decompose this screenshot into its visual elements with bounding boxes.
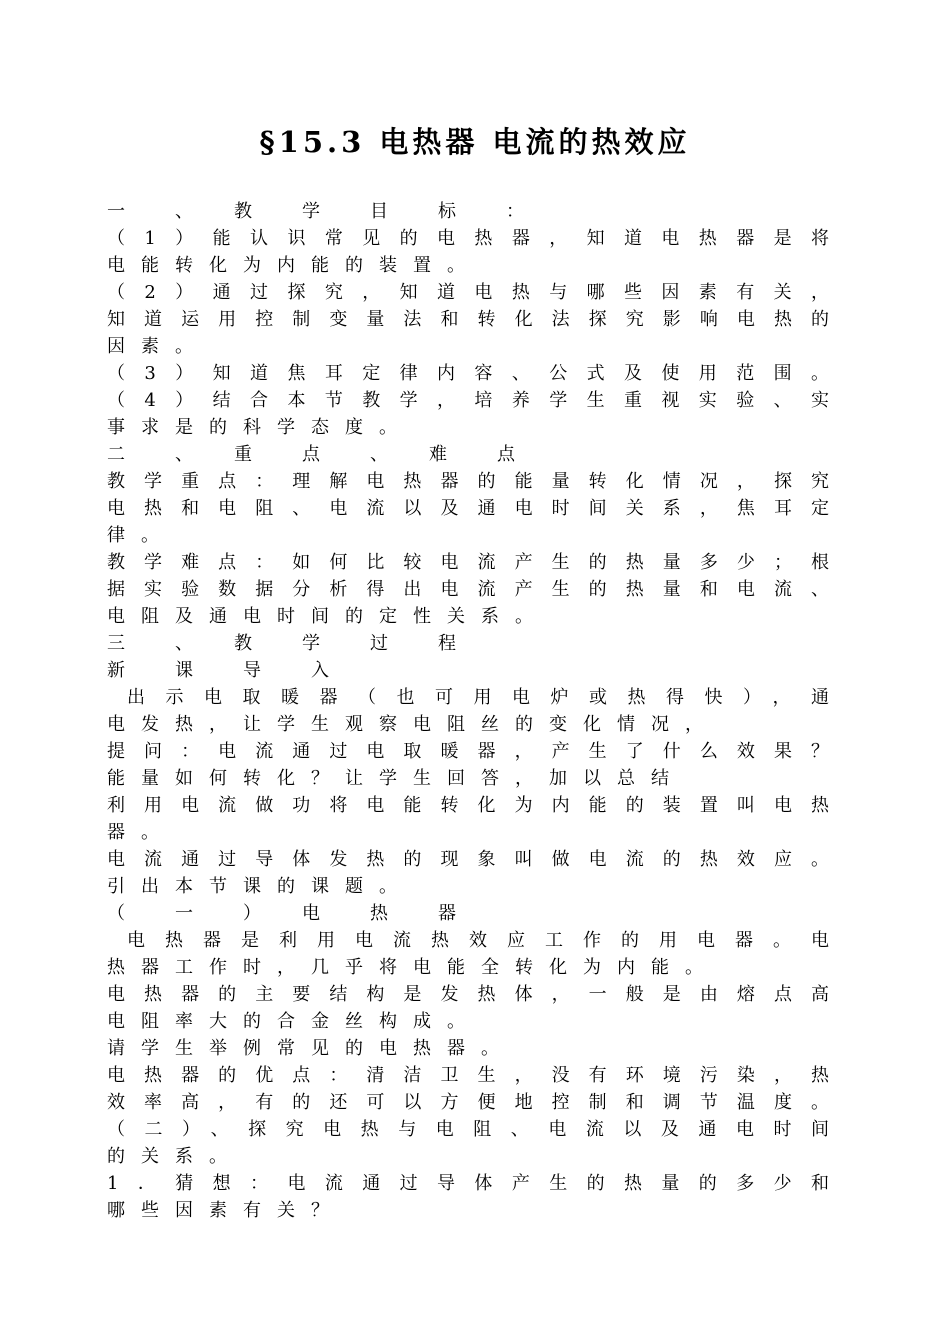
section-heading: 二 、 重 点 、 难 点 [107,444,531,465]
text-line: 事求是的科学态度。 [107,417,413,438]
text-line: 电热和电阻、电流以及通电时间关系，焦耳定 [107,498,829,519]
text-line: 提问：电流通过电取暖器，产生了什么效果？ [107,741,829,762]
text-line: 器。 [107,822,175,843]
subsection-heading: 新 课 导 入 [107,660,345,681]
text-line: 热器工作时，几乎将电能全转化为内能。 [107,957,719,978]
text-line: 电热器的主要结构是发热体，一般是由熔点高 [107,984,829,1005]
text-line: 利用电流做功将电能转化为内能的装置叫电热 [107,795,829,816]
text-line: 电阻率大的合金丝构成。 [107,1011,481,1032]
text-line: 电热器是利用电流热效应工作的用电器。电 [127,930,829,951]
text-line: 出示电取暖器（也可用电炉或热得快），通 [127,687,829,708]
subsection-heading: （二）、探究电热与电阻、电流以及通电时间 [107,1119,829,1140]
text-line: 知道运用控制变量法和转化法探究影响电热的 [107,309,829,330]
text-line: 电发热，让学生观察电阻丝的变化情况， [107,714,719,735]
text-line: 电热器的优点：清洁卫生，没有环境污染，热 [107,1065,829,1086]
text-line: 据实验数据分析得出电流产生的热量和电流、 [107,579,829,600]
section-heading: 三 、 教 学 过 程 [107,633,472,654]
text-line: 电阻及通电时间的定性关系。 [107,606,549,627]
text-line: 电能转化为内能的装置。 [107,255,481,276]
text-line: 能量如何转化？让学生回答，加以总结 [107,768,685,789]
document-body [107,198,829,1224]
text-line: （4）结合本节教学，培养学生重视实验、实 [107,390,829,411]
text-line: 电流通过导体发热的现象叫做电流的热效应。 [107,849,829,870]
text-line: 教学重点：理解电热器的能量转化情况，探究 [107,471,829,492]
text-line: （3）知道焦耳定律内容、公式及使用范围。 [107,363,829,384]
text-line: 1．猜想：电流通过导体产生的热量的多少和 [107,1173,829,1194]
text-line: 哪些因素有关？ [107,1200,345,1221]
text-line: 请学生举例常见的电热器。 [107,1038,515,1059]
text-line: 引出本节课的课题。 [107,876,413,897]
text-line: 律。 [107,525,175,546]
subsection-heading: （ 一 ） 电 热 器 [107,903,472,924]
text-line: （2）通过探究，知道电热与哪些因素有关， [107,282,829,303]
page-title: §15.3 电热器 电流的热效应 [259,125,691,159]
text-line: 教学难点：如何比较电流产生的热量多少；根 [107,552,829,573]
text-line: 效率高，有的还可以方便地控制和调节温度。 [107,1092,829,1113]
text-line: （1）能认识常见的电热器，知道电热器是将 [107,228,829,249]
text-line: 因素。 [107,336,209,357]
text-line: 的关系。 [107,1146,243,1167]
section-heading: 一 、 教 学 目 标 ： [107,201,540,222]
